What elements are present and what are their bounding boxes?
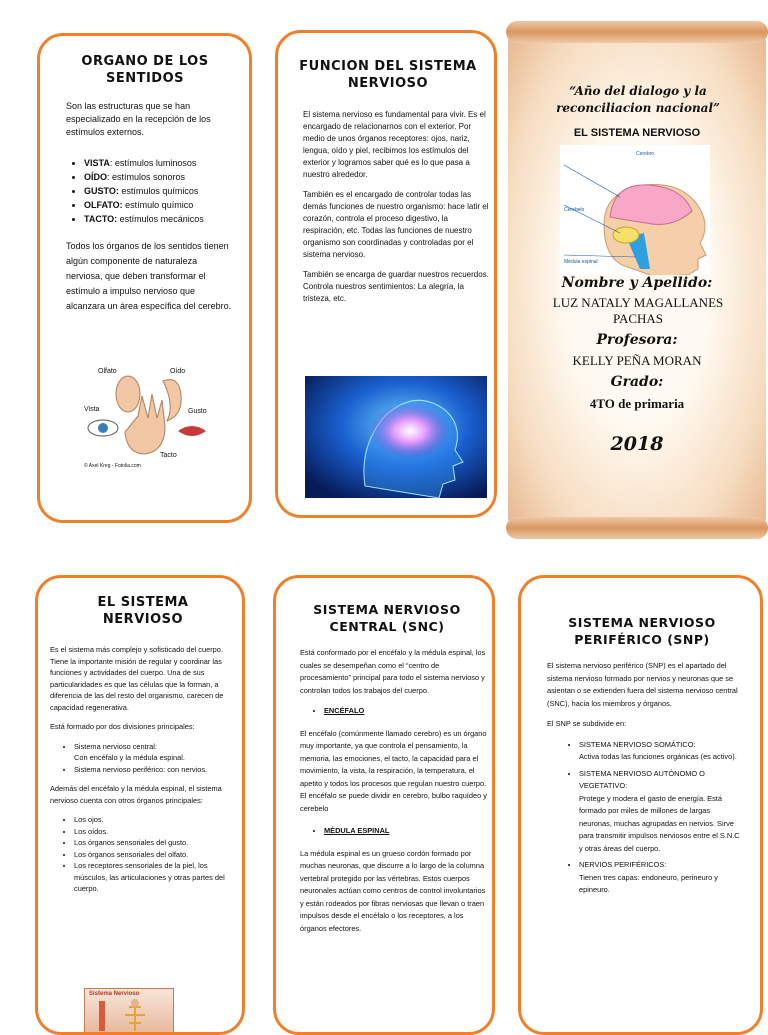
list-item: • Los receptores sensoriales de la piel, los músculos, las articulaciones y otras partes del cuerpo. <box>74 860 236 895</box>
label-oido: Oído <box>170 368 186 375</box>
brain-head-image <box>305 376 487 498</box>
list-item: • OLFATO: estímulo químico <box>84 198 252 212</box>
list-item: • OÍDO: estímulos sonoros <box>84 170 252 184</box>
list-item: • Sistema nervioso central: Con encéfalo y la médula espinal. <box>74 741 236 764</box>
list-item: • Sistema nervioso periférico: con nervios. <box>74 764 236 776</box>
label-cerebelo: Cerebelo <box>564 207 585 213</box>
list-item: • SISTEMA NERVIOSO AUTÓNOMO O VEGETATIVO: Protege y modera el gasto de energía. Está formado por miles de millones de largas neuronas, muchas agrupadas en nervios. Sirve para transmitir impulsos nerviosos entre el S.N.C y otras áreas del cuerpo. <box>579 768 742 856</box>
grade-value: 4TO de primaria <box>589 396 685 411</box>
panel-organos-sentidos <box>37 33 252 523</box>
grade-label: Grado: <box>610 374 664 390</box>
paragraph: Además del encéfalo y la médula espinal, el sistema nervioso cuenta con otros órganos principales: <box>50 784 222 805</box>
panel-sistema-nervioso <box>35 575 245 1035</box>
nose-icon <box>116 376 140 412</box>
snp-text <box>547 660 742 897</box>
paragraph: El SNP se subdivide en: <box>547 719 627 728</box>
section-heading-encefalo: • ENCÉFALO <box>324 705 490 718</box>
section-heading-list <box>300 825 490 838</box>
image-title: Sistema Nervioso <box>89 991 140 997</box>
list-item: • TACTO: estímulos mecánicos <box>84 212 252 226</box>
lips-icon <box>178 426 206 436</box>
label-gusto: Gusto <box>188 408 207 415</box>
brain-diagram <box>560 145 710 275</box>
year: 2018 <box>610 433 664 455</box>
funcion-text <box>303 109 491 313</box>
paragraph: La médula espinal es un grueso cordón formado por muchas neuronas, que discurre a lo largo de la columna vertebral protegido por las vértebras. Estos cuerpos neuronales actúan como centros de control involuntarios y están rodeados por fibras nerviosas que llevan o traen impulsos desde el encéfalo o los receptores, a los órganos efectores. <box>300 848 486 933</box>
panel-title: SISTEMA NERVIOSO PERIFÉRICO (SNP) <box>568 615 716 647</box>
paragraph: El sistema nervioso es fundamental para vivir. Es el encargado de relacionarnos con el exterior. Por medio de unos órganos receptores: ojos, nariz, lengua, oído y piel, recibimos los estímulos del exterior y logramos saber qué es lo que pasa a nuestro alrededor. <box>303 110 486 179</box>
paragraph: También es el encargado de controlar todas las demás funciones de nuestro organismo: hace latir el corazón, controla el proceso digestivo, la respiración, etc. Todas las funciones de nuestro organismo son coordinadas y controladas por el sistema nervioso. <box>303 190 489 259</box>
paragraph: También se encarga de guardar nuestros recuerdos. Controla nuestros sentimientos: La alegría, la tristeza, etc. <box>303 270 489 303</box>
list-item: • SISTEMA NERVIOSO SOMÁTICO: Activa todas las funciones orgánicas (es activo). <box>579 739 742 764</box>
panel-title: ORGANO DE LOS SENTIDOS <box>81 54 209 86</box>
panel-snp <box>518 575 763 1035</box>
list-item: • NERVIOS PERIFÉRICOS: Tienen tres capas: endoneuro, perineuro y epineuro. <box>579 859 742 897</box>
section-heading-medula: • MÉDULA ESPINAL <box>324 825 490 838</box>
section-heading-list <box>300 705 490 718</box>
paragraph: Es el sistema más complejo y sofisticado del cuerpo. Tiene la importante misión de regular y coordinar las funciones y actividades del cuerpo. Una de sus particularidades es que las células que la forman, a diferencia de las del resto del organismo, carecen de capacidad regenerativa. <box>50 645 224 712</box>
divisions-list <box>50 741 236 776</box>
list-item: • Los oídos. <box>74 826 236 838</box>
senses-body: Todos los órganos de los sentidos tienen algún componente de naturaleza nerviosa, que deben transformar el estímulo a impulso nervioso que alcanzara un área específica del cerebro. <box>66 241 232 311</box>
cover-motto: “Año del dialogo y la reconciliacion nacional” <box>556 84 720 115</box>
label-vista: Vista <box>84 406 100 413</box>
cover-title: EL SISTEMA NERVIOSO <box>573 127 701 139</box>
label-medula: Médula espinal <box>564 259 598 265</box>
label-cerebro: Cerebro <box>636 151 655 157</box>
organs-list <box>50 814 236 895</box>
snc-text <box>300 647 490 943</box>
label-olfato: Olfato <box>98 368 117 375</box>
paragraph: El encéfalo (comúnmente llamado cerebro) es un órgano muy importante, ya que controla el pensamiento, la memoria, las emociones, el tacto, la capacidad para el movimiento, la vista, la respiración, la temperatura, el apetito y todos los procesos que regulan nuestro cuerpo. El encéfalo se puede dividir en cerebro, bulbo raquídeo y cerebelo <box>300 728 487 813</box>
sistema-text <box>50 644 236 895</box>
list-item: • Los órganos sensoriales del olfato. <box>74 849 236 861</box>
panel-title: FUNCION DEL SISTEMA NERVIOSO <box>299 59 477 91</box>
teacher-label: Profesora: <box>596 332 678 348</box>
intro-text: Son las estructuras que se han especializado en la recepción de los estímulos externos. <box>66 101 211 137</box>
cover-panel <box>508 25 766 535</box>
student-name: LUZ NATALY MAGALLANES PACHAS <box>552 295 724 326</box>
panel-title: EL SISTEMA NERVIOSO <box>97 595 189 627</box>
panel-title: SISTEMA NERVIOSO CENTRAL (SNC) <box>313 602 461 634</box>
list-item: • Los órganos sensoriales del gusto. <box>74 837 236 849</box>
panel-snc <box>273 575 495 1035</box>
name-label: Nombre y Apellido: <box>561 275 713 291</box>
snp-list <box>547 739 742 897</box>
list-item: • Los ojos. <box>74 814 236 826</box>
image-credit: © Axel Kreg - Fotolia.com <box>84 463 141 469</box>
ear-icon <box>163 380 181 421</box>
label-tacto: Tacto <box>160 452 177 459</box>
senses-illustration <box>78 366 218 471</box>
list-item: • GUSTO: estímulos químicos <box>84 184 252 198</box>
paragraph: Está formado por dos divisiones principales: <box>50 722 195 731</box>
paragraph: El sistema nervioso periférico (SNP) es el apartado del sistema nervioso formado por nervios y neuronas que se asientan o se extienden fuera del sistema nervioso central (SNC), hacia los miembros y órganos. <box>547 661 738 708</box>
nervous-system-image <box>84 988 174 1035</box>
paragraph: Está conformado por el encéfalo y la médula espinal, los cuales se desempeñan como el “centro de procesamiento” principal para todo el sistema nervioso y controlan todos los trabajos del cuerpo. <box>300 648 486 695</box>
teacher-name: KELLY PEÑA MORAN <box>572 353 702 368</box>
panel-funcion <box>275 30 497 518</box>
senses-list <box>60 156 252 226</box>
list-item: • VISTA: estímulos luminosos <box>84 156 252 170</box>
